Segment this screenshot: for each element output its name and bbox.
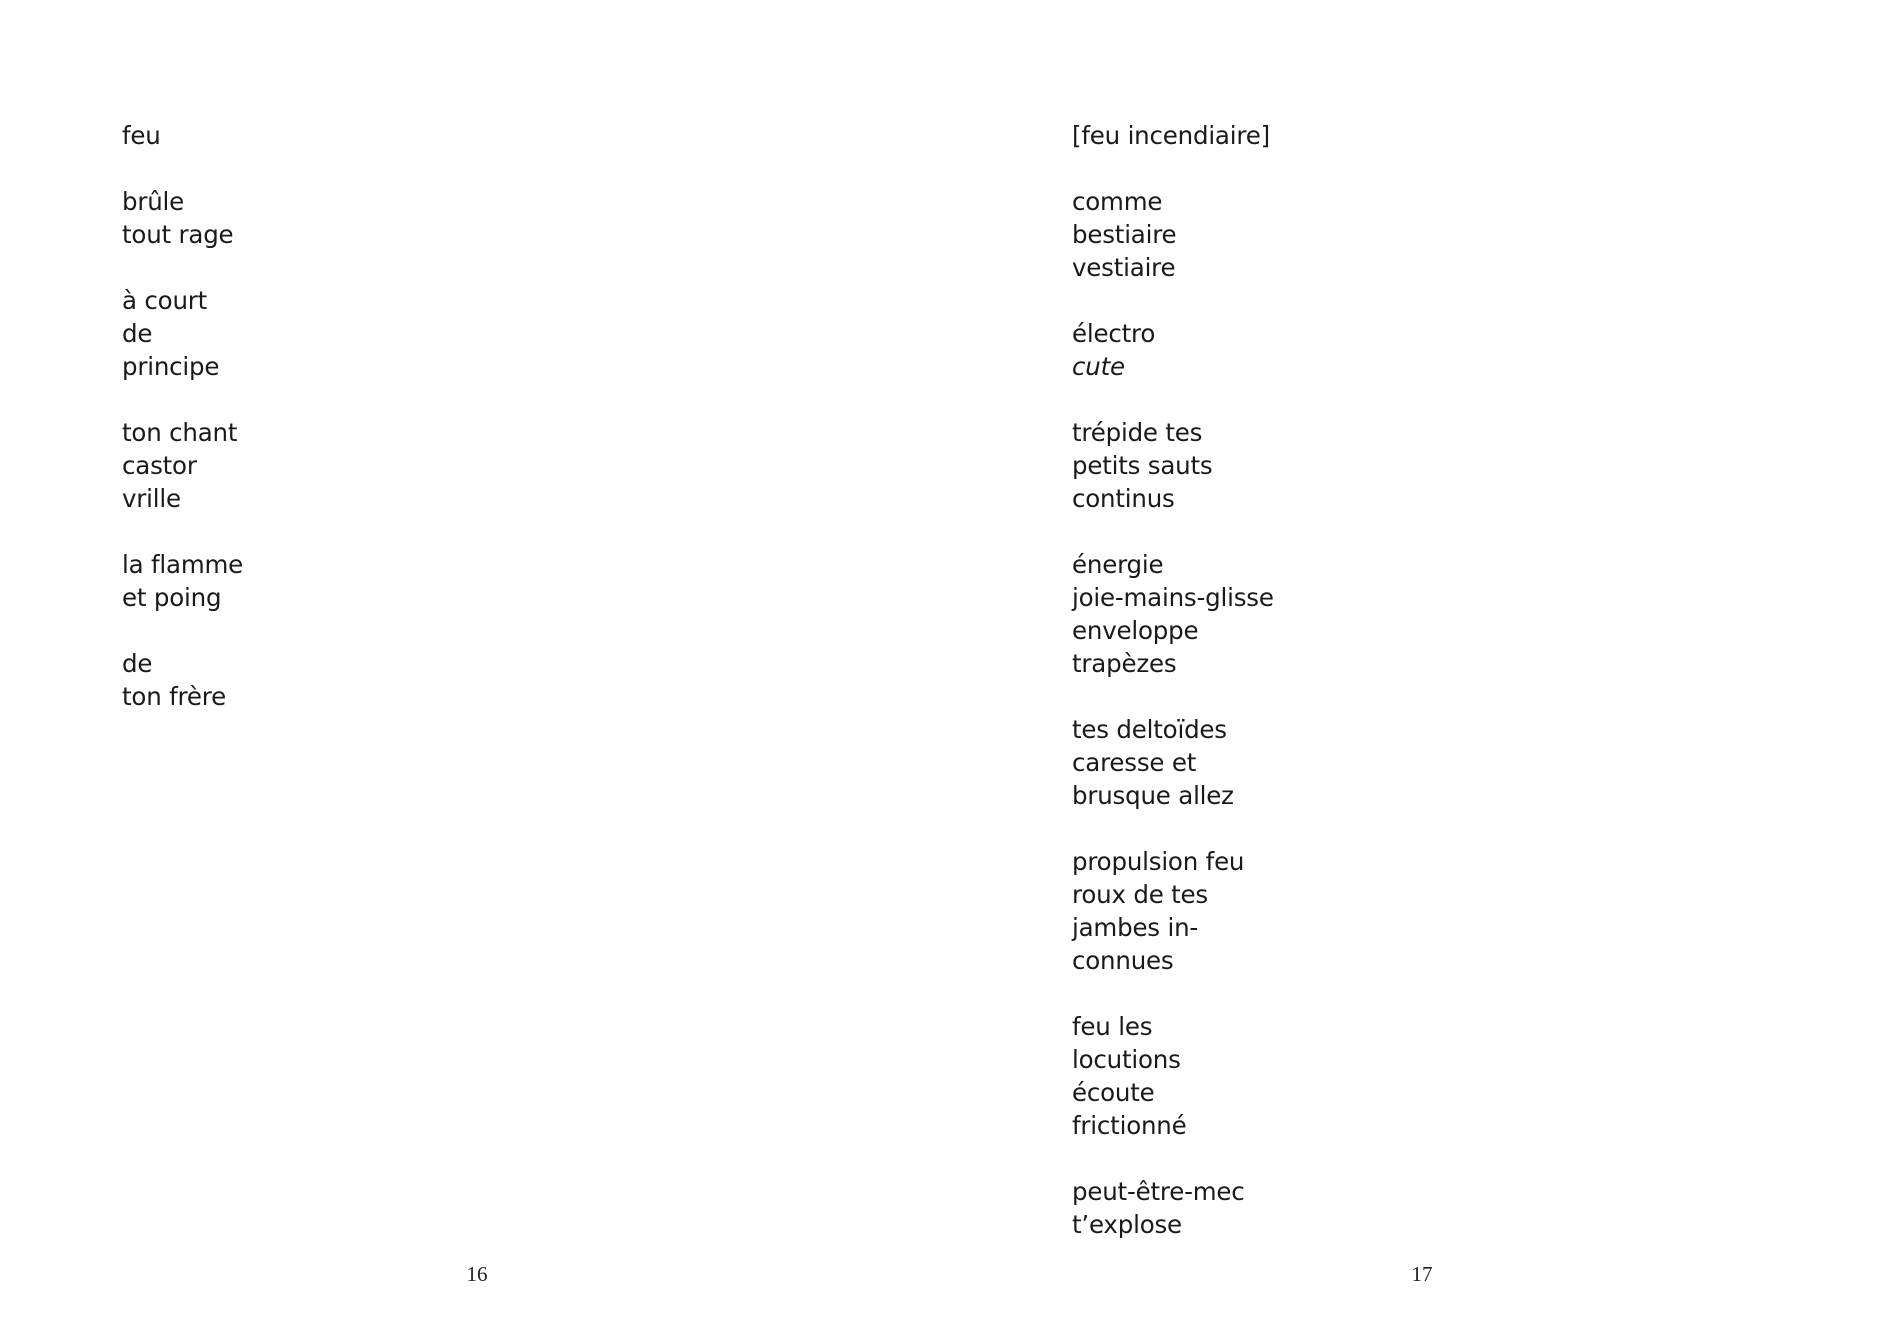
poem-line: peut-être-mec	[1072, 1177, 1245, 1206]
stanza	[1072, 1175, 1274, 1241]
poem-line: enveloppe	[1072, 616, 1199, 645]
poem-line: tes deltoïdes	[1072, 715, 1227, 744]
stanza	[1072, 845, 1274, 977]
poem-line: principe	[122, 352, 220, 381]
stanza	[122, 548, 243, 614]
poem-line: trapèzes	[1072, 649, 1177, 678]
stanza	[122, 647, 243, 713]
poem-line: ton chant	[122, 418, 238, 447]
stanza	[1072, 713, 1274, 812]
poem-line: [feu incendiaire]	[1072, 121, 1270, 150]
poem-left	[122, 119, 243, 713]
poem-line: propulsion feu	[1072, 847, 1245, 876]
poem-line: énergie	[1072, 550, 1164, 579]
poem-line: t’explose	[1072, 1210, 1182, 1239]
poem-line: écoute	[1072, 1078, 1155, 1107]
stanza	[122, 119, 243, 152]
stanza	[122, 185, 243, 251]
stanza	[122, 284, 243, 383]
page-number: 17	[1411, 1262, 1433, 1286]
stanza	[1072, 416, 1274, 515]
poem-line: de	[122, 319, 153, 348]
poem-right	[1072, 119, 1274, 1241]
poem-line: brusque allez	[1072, 781, 1234, 810]
poem-line: bestiaire	[1072, 220, 1177, 249]
poem-line: petits sauts	[1072, 451, 1213, 480]
poem-line: tout rage	[122, 220, 234, 249]
stanza	[122, 416, 243, 515]
poem-line: castor	[122, 451, 197, 480]
stanza	[1072, 548, 1274, 680]
poem-line: connues	[1072, 946, 1174, 975]
poem-line: frictionné	[1072, 1111, 1187, 1140]
stanza	[1072, 317, 1274, 383]
page-number: 16	[466, 1262, 488, 1286]
poem-line: comme	[1072, 187, 1163, 216]
poem-line: trépide tes	[1072, 418, 1203, 447]
poem-line: et poing	[122, 583, 222, 612]
poem-line: la flamme	[122, 550, 244, 579]
poem-line: continus	[1072, 484, 1175, 513]
poem-line: joie-mains-glisse	[1072, 583, 1274, 612]
poem-line-italic: cute	[1072, 352, 1125, 381]
poem-line: roux de tes	[1072, 880, 1208, 909]
stanza	[1072, 119, 1274, 152]
poem-line: vestiaire	[1072, 253, 1176, 282]
poem-line: ton frère	[122, 682, 226, 711]
poem-line: de	[122, 649, 153, 678]
poem-line: à court	[122, 286, 208, 315]
stanza	[1072, 1010, 1274, 1142]
poem-line: jambes in-	[1072, 913, 1199, 942]
stanza	[1072, 185, 1274, 284]
poem-line: électro	[1072, 319, 1156, 348]
poem-line: brûle	[122, 187, 185, 216]
right-page	[945, 0, 1890, 1339]
poem-line: vrille	[122, 484, 181, 513]
poem-line: feu les	[1072, 1012, 1153, 1041]
poem-line: locutions	[1072, 1045, 1181, 1074]
poem-line: feu	[122, 121, 161, 150]
poem-line: caresse et	[1072, 748, 1197, 777]
